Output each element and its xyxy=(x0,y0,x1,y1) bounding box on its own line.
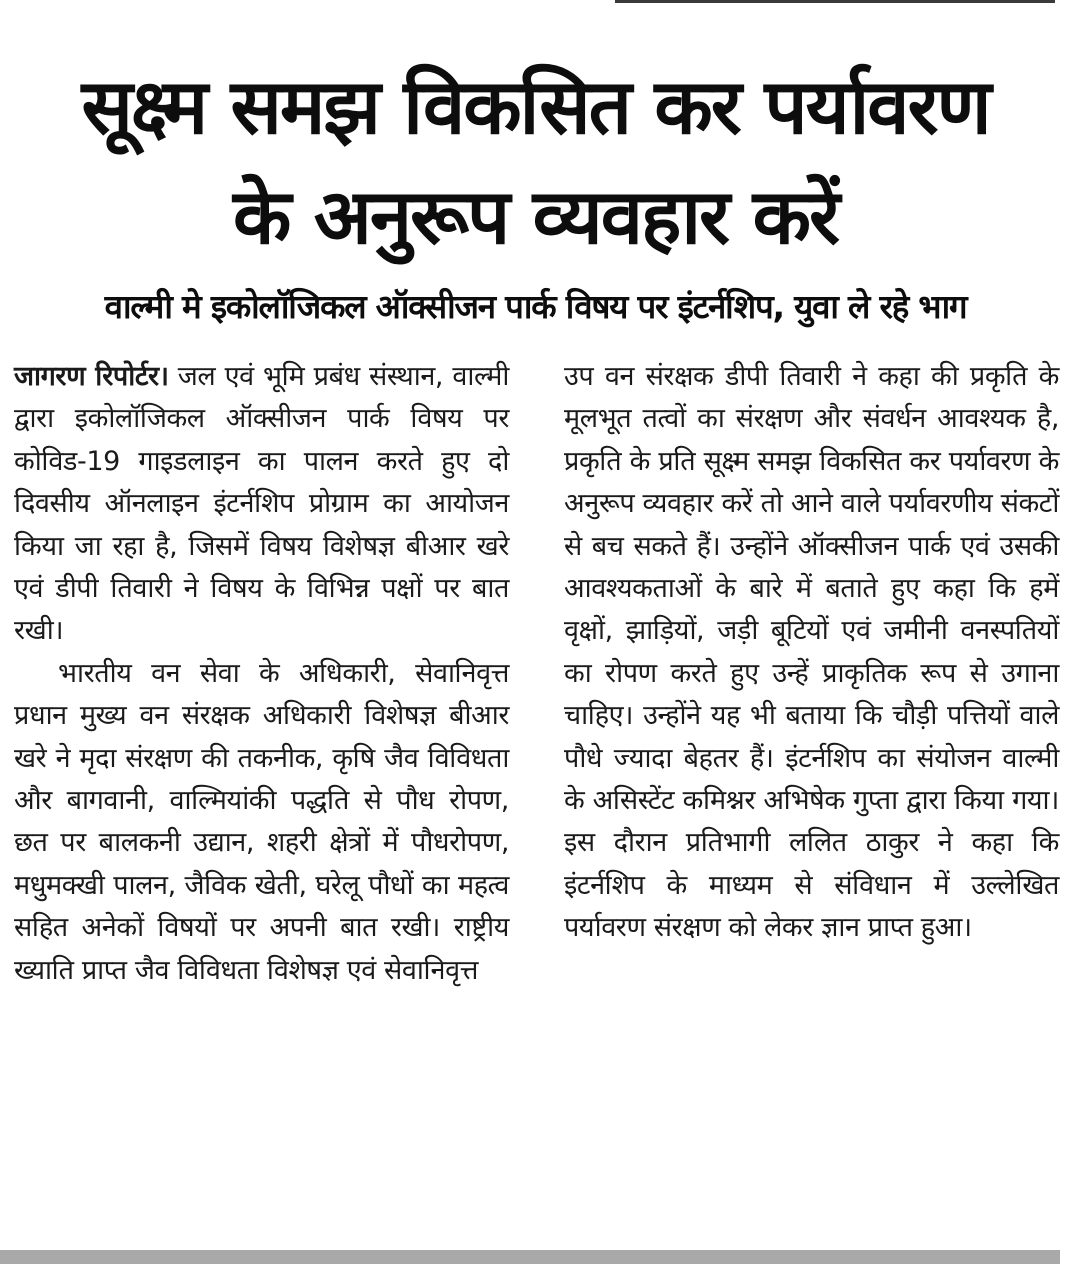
headline xyxy=(10,52,1061,272)
column-left xyxy=(14,356,509,992)
column-right xyxy=(564,356,1059,992)
byline: जागरण रिपोर्टर। xyxy=(14,361,169,392)
paragraph-continued: उप वन संरक्षक डीपी तिवारी ने कहा की प्रकृति के मूलभूत तत्वों का संरक्षण और संवर्धन आवश्यक है, प्रकृति के प्रति सूक्ष्म समझ विकसित कर पर्यावरण के अनुरूप व्यवहार करें तो आने वाले पर्यावरणीय संकटों से बच सकते हैं। उन्होंने ऑक्सीजन पार्क एवं उसकी आवश्यकताओं के बारे में बताते हुए कहा कि हमें वृक्षों, झाड़ियों, जड़ी बूटियों एवं जमीनी वनस्पतियों का रोपण करते हुए उन्हें प्राकृतिक रूप से उगाना चाहिए। उन्होंने यह भी बताया कि चौड़ी पत्तियों वाले पौधे ज्यादा बेहतर हैं। इंटर्नशिप का संयोजन वाल्मी के असिस्टेंट कमिश्नर अभिषेक गुप्ता द्वारा किया गया। इस दौरान प्रतिभागी ललित ठाकुर ने कहा कि इंटर्नशिप के माध्यम से संविधान में उल्लेखित पर्यावरण संरक्षण को लेकर ज्ञान प्राप्त हुआ। xyxy=(564,361,1059,944)
paragraph-second: भारतीय वन सेवा के अधिकारी, सेवानिवृत्त प्रधान मुख्य वन संरक्षक अधिकारी विशेषज्ञ बीआर खरे ने मृदा संरक्षण की तकनीक, कृषि जैव विविधता और बागवानी, वाल्मियांकी पद्धति से पौध रोपण, छत पर बालकनी उद्यान, शहरी क्षेत्रों में पौधरोपण, मधुमक्खी पालन, जैविक खेती, घरेलू पौधों का महत्व सहित अनेकों विषयों पर अपनी बात रखी। राष्ट्रीय ख्याति प्राप्त जैव विविधता विशेषज्ञ एवं सेवानिवृत्त xyxy=(14,657,509,986)
paragraph-intro xyxy=(14,356,509,653)
headline-line-1: सूक्ष्म समझ विकसित कर पर्यावरण xyxy=(81,62,990,151)
headline-line-2: के अनुरूप व्यवहार करें xyxy=(232,172,839,261)
article-body xyxy=(14,356,1059,992)
top-rule xyxy=(615,0,1055,3)
bottom-rule xyxy=(0,1250,1060,1264)
subheadline: वाल्मी मे इकोलॉजिकल ऑक्सीजन पार्क विषय पर इंटर्नशिप, युवा ले रहे भाग xyxy=(104,287,967,326)
paragraph-intro-text: जल एवं भूमि प्रबंध संस्थान, वाल्मी द्वारा इकोलॉजिकल ऑक्सीजन पार्क विषय पर कोविड-19 गाइडलाइन का पालन करते हुए दो दिवसीय ऑनलाइन इंटर्नशिप प्रोग्राम का आयोजन किया जा रहा है, जिसमें विषय विशेषज्ञ बीआर खरे एवं डीपी तिवारी ने विषय के विभिन्न पक्षों पर बात रखी। xyxy=(14,361,509,647)
